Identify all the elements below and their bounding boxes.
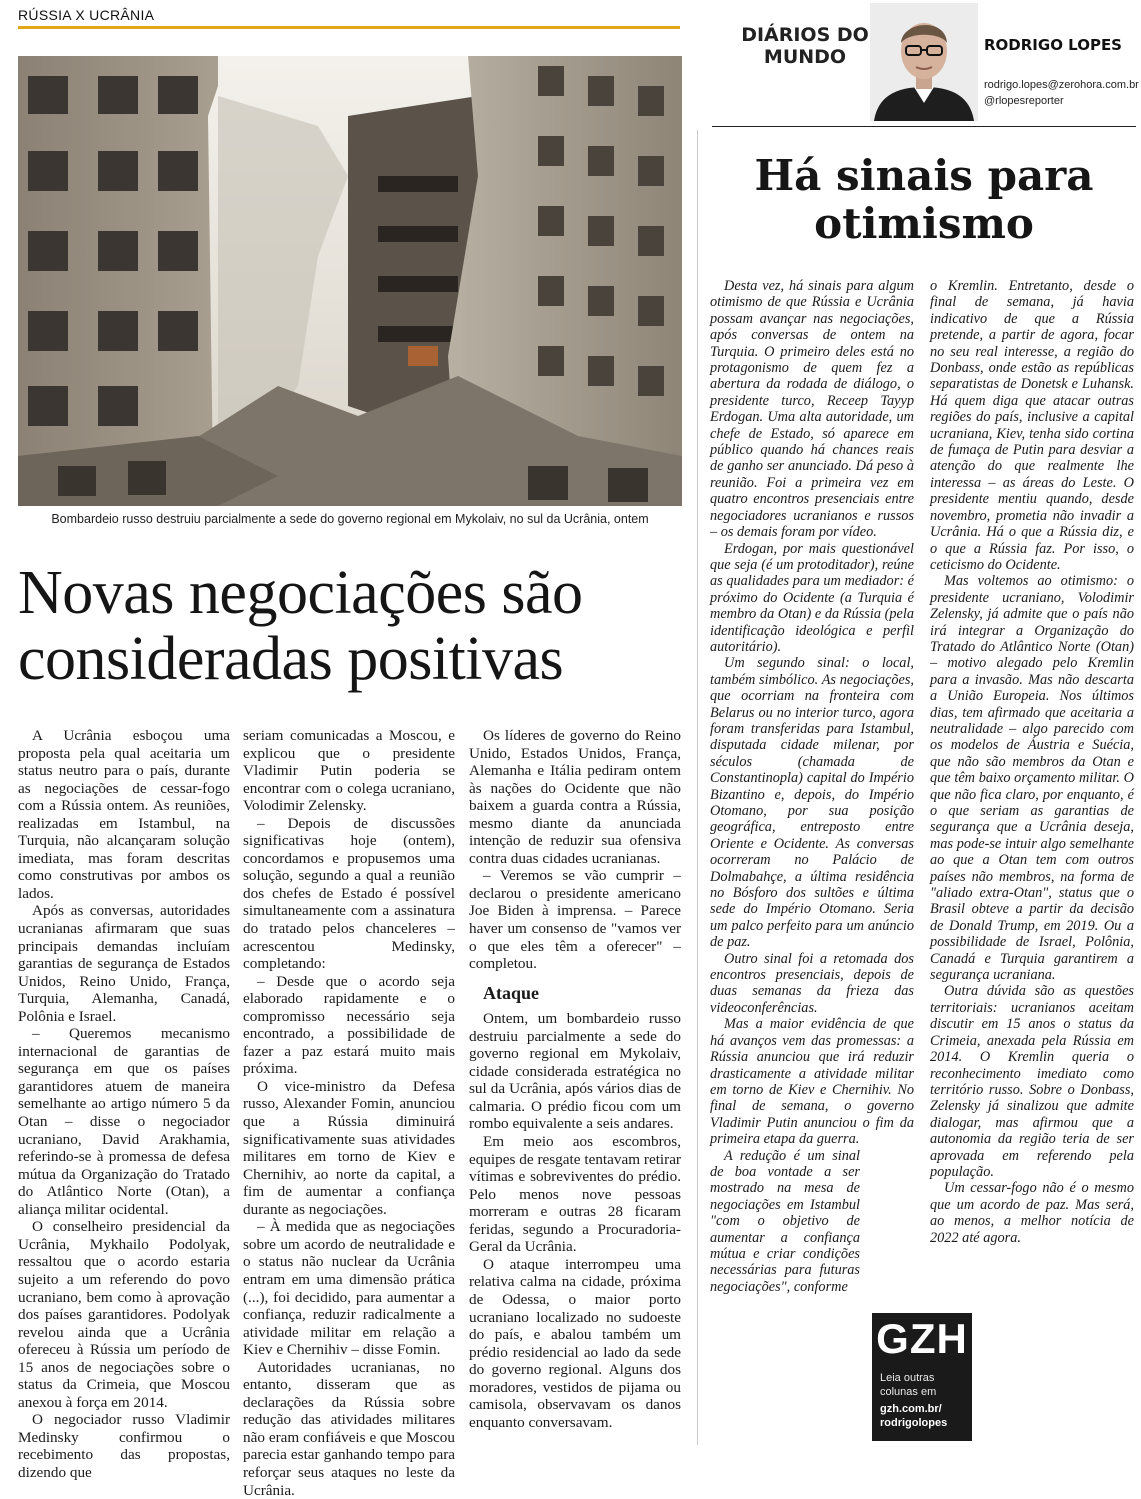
section-label: RÚSSIA X UCRÂNIA [18, 7, 155, 23]
paragraph: Um cessar-fogo não é o mesmo que um acordo de paz. Mas será, ao menos, a melhor notícia de 2022 até agora. [930, 1180, 1134, 1246]
paragraph: – Depois de discussões significativas hoje (ontem), concordamos e propusemos uma solução, segundo a qual a reunião dos chefes de Estado é possível simultaneamente com a assinatura do tratado pelos chanceleres – acrescentou Medinsky, completando: [243, 814, 455, 973]
article-column-1 [18, 727, 230, 1482]
kicker-line: DIÁRIOS DO [741, 24, 869, 46]
paragraph: Outro sinal foi a retomada dos encontros presenciais, depois de duas semanas da frieza das videoconferências. [710, 950, 914, 1016]
column-text-left [710, 278, 914, 1295]
article-column-2 [243, 727, 455, 1499]
paragraph: Outra dúvida são as questões territoriais: ucranianos aceitam discutir em 15 anos o status da Crimeia, anexada pela Rússia em 2014. O Kremlin queria o reconhecimento imediato como território russo. Sobre o Donbass, Zelensky já sinalizou que admite dialogar, mas afirmou que a autonomia da região teria de ser aprovada em referendo pela população. [930, 983, 1134, 1180]
author-email: rodrigo.lopes@zerohora.com.br [984, 79, 1139, 91]
column-text-right [930, 278, 1134, 1246]
paragraph: o Kremlin. Entretanto, desde o final de semana, já havia indicativo de que a Rússia pretende, a partir de agora, focar no seu real interesse, a região do Donbass, onde estão as repúblicas separatistas de Donetsk e Luhansk. Há quem diga que atacar outras regiões do país, inclusive a capital ucraniana, Kiev, tenha sido cortina de fumaça de Putin para desviar a atenção do que realmente lhe interessa – as áreas do Leste. O presidente mentiu quando, desde novembro, prometia não invadir a Ucrânia. Há o que a Rússia diz, e o que a Rússia faz. Por isso, o ceticismo do Ocidente. [930, 278, 1134, 573]
paragraph: seriam comunicadas a Moscou, e explicou que o presidente Vladimir Putin poderia se encontrar com o colega ucraniano, Volodimir Zelensky. [243, 727, 455, 815]
paragraph: Erdogan, por mais questionável que seja (é um protoditador), reúne as qualidades para um mediador: é próximo do Ocidente (a Turquia é membro da Otan) e da Rússia (pela identificação ideológica e perfil autoritário). [710, 540, 914, 655]
paragraph: Após as conversas, autoridades ucranianas afirmaram que suas principais demandas incluíam garantias de segurança de Estados Unidos, Reino Unido, França, Turquia, Alemanha, Canadá, Polônia e Israel. [18, 902, 230, 1025]
paragraph: – À medida que as negociações sobre um acordo de neutralidade e o status não nuclear da Ucrânia entram em uma dimensão prática (...), foi decidido, para aumentar a confiança, reduzir radicalmente a atividade militar em relação a Kiev e Chernihiv – disse Fomin. [243, 1218, 455, 1359]
column-divider [697, 130, 698, 1445]
article-column-3 [469, 727, 681, 1431]
paragraph: O ataque interrompeu uma relativa calma na cidade, próxima de Odessa, o maior porto ucraniano localizado no sudoeste do país, e abalou também um prédio residencial ao lado da sede do governo regional. Alguns dos moradores, vestidos de pijama ou camisola, observavam os danos enquanto conversavam. [469, 1255, 681, 1431]
paragraph: Mas voltemos ao otimismo: o presidente ucraniano, Volodimir Zelensky, já admite que o país não irá integrar a Organização do Tratado do Atlântico Norte (Otan) – motivo alegado pelo Kremlin para a invasão. Mas não descarta a União Europeia. Nos últimos dias, tem afirmado que aceitaria a neutralidade – algo parecido com os modelos de Áustria e Suécia, que não são membros da Otan e que têm baixo orçamento militar. O que não fica claro, por enquanto, é o que seriam as garantias de segurança que a Ucrânia deseja, mas pode-se intuir algo semelhante ao que a Otan tem com outros países não membros, na forma de "aliado extra-Otan", status que o Brasil obteve a partir da decisão de Donald Trump, em 2019. Ou a possibilidade de Israel, Polônia, Canadá e Turquia garantirem a segurança ucraniana. [930, 573, 1134, 984]
paragraph: A redução é um sinal de boa vontade a ser mostrado na mesa de negociações em Istambul "com o objetivo de aumentar a confiança mútua e criar condições necessárias para futuras negociações", conforme [710, 1147, 860, 1295]
column-title: Há sinais para otimismo [754, 151, 1094, 248]
paragraph: Em meio aos escombros, equipes de resgate tentavam retirar vítimas e sobreviventes do prédio. Pelo menos nove pessoas morreram e outras 28 ficaram feridas, segundo a Procuradoria-Geral da Ucrânia. [469, 1133, 681, 1256]
paragraph: A Ucrânia esboçou uma proposta pela qual aceitaria um status neutro para o país, durante as negociações de cessar-fogo com a Rússia ontem. As reuniões, realizadas em Istambul, na Turquia, não alcançaram solução imediata, mas foram descritas como construtivas por ambos os lados. [18, 727, 230, 902]
paragraph: Mas a maior evidência de que há avanços vem das promessas: a Rússia anunciou que irá reduzir drasticamente a atividade militar em torno de Kiev e Chernihiv. No final de semana, o governo Vladimir Putin anunciou o fim da primeira etapa da guerra. [710, 1016, 914, 1148]
paragraph: Os líderes de governo do Reino Unido, Estados Unidos, França, Alemanha e Itália pediram ontem às nações do Ocidente que não baixem a guarda contra a Rússia, mesmo diante da anunciada intenção de reduzir sua ofensiva contra duas cidades ucranianas. [469, 727, 681, 867]
photo-caption: Bombardeio russo destruiu parcialmente a sede do governo regional em Mykolaiv, no sul da Ucrânia, ontem [51, 512, 649, 526]
paragraph: Autoridades ucranianas, no entanto, disseram que as declarações da Rússia sobre redução das atividades militares não eram confiáveis e que Moscou parecia estar ganhando tempo para reforçar seus ataques no leste da Ucrânia. [243, 1358, 455, 1499]
author-portrait [870, 3, 978, 121]
news-photo-damaged-building [18, 56, 682, 506]
paragraph: – Veremos se vão cumprir – declarou o presidente americano Joe Biden à imprensa. – Parece haver um consenso de "vamos ver o que eles têm a oferecer" – completou. [469, 867, 681, 973]
paragraph: – Desde que o acordo seja elaborado rapidamente e o compromisso necessário seja encontrado, a possibilidade de fazer a paz estará muito mais próxima. [243, 972, 455, 1078]
gzh-promo-box [872, 1313, 972, 1441]
paragraph: O negociador russo Vladimir Medinsky confirmou o recebimento das propostas, dizendo que [18, 1411, 230, 1481]
paragraph: Desta vez, há sinais para algum otimismo de que Rússia e Ucrânia possam avançar nas negociações, após conversas de ontem na Turquia. O primeiro deles está no protagonismo de quem fez a abertura da rodada de diálogo, o presidente turco, Receep Tayyp Erdogan. Uma alta autoridade, um chefe de Estado, só aparece em público quando há chances reais de ganho ser anunciado. Dá peso à reunião. Foi a primeira vez em quatro encontros presenciais entre negociadores ucranianos e russos – os demais foram por vídeo. [710, 278, 914, 541]
paragraph: – Queremos mecanismo internacional de garantias de segurança em que os países garantidores atuem de maneira semelhante ao artigo número 5 da Otan – disse o negociador ucraniano, David Arakhamia, referindo-se à promessa de defesa mútua da Organização do Tratado do Atlântico Norte (Otan), a aliança militar ocidental. [18, 1025, 230, 1218]
section-rule [18, 26, 680, 29]
column-rule [712, 126, 1136, 127]
paragraph: Um segundo sinal: o local, também simbólico. As negociações, que ocorriam na fronteira com Belarus ou no interior turco, agora foram transferidas para Istambul, disputada cidade milenar, por séculos (chamada de Constantinopla) capital do Império Bizantino e, depois, do Império Otomano, por sua posição geográfica, entreposto entre Oriente e Ocidente. As conversas ocorreram no Palácio de Dolmabahçe, a última residência no Bósforo dos sultões e última sede do Império Otomano. Seria um palco perfeito para um anúncio de paz. [710, 655, 914, 951]
article-subhead: Ataque [483, 982, 540, 1003]
gzh-promo-link[interactable]: gzh.com.br/ rodrigolopes [880, 1403, 948, 1429]
gzh-promo-text: Leia outras colunas em [880, 1372, 937, 1398]
paragraph: O vice-ministro da Defesa russo, Alexander Fomin, anunciou que a Rússia diminuirá significativamente suas atividades militares em torno de Kiev e Chernihiv, ao norte da capital, a fim de aumentar a confiança durante as negociações. [243, 1077, 455, 1218]
gzh-logo: GZH [876, 1315, 968, 1362]
photo-credit [4, 60, 14, 150]
author-name: RODRIGO LOPES [984, 36, 1122, 54]
paragraph: Ontem, um bombardeio russo destruiu parcialmente a sede do governo regional em Mykolaiv, cidade considerada estratégica no sul da Ucrânia, após vários dias de calmaria. O prédio ficou com um rombo equivalente a seis andares. [469, 1010, 681, 1133]
article-headline: Novas negociações são consideradas positivas [18, 559, 583, 693]
paragraph: O conselheiro presidencial da Ucrânia, Mykhailo Podolyak, ressaltou que o acordo estaria sujeito a um referendo do povo ucraniano, bem como à aprovação dos países garantidores. Podolyak revelou ainda que a Ucrânia ofereceu à Rússia um período de 15 anos de negociações sobre o status da Crimeia, que Moscou anexou à força em 2014. [18, 1218, 230, 1411]
author-handle: @rlopesreporter [984, 95, 1064, 107]
kicker-line: MUNDO [763, 46, 847, 68]
column-kicker [740, 24, 870, 68]
